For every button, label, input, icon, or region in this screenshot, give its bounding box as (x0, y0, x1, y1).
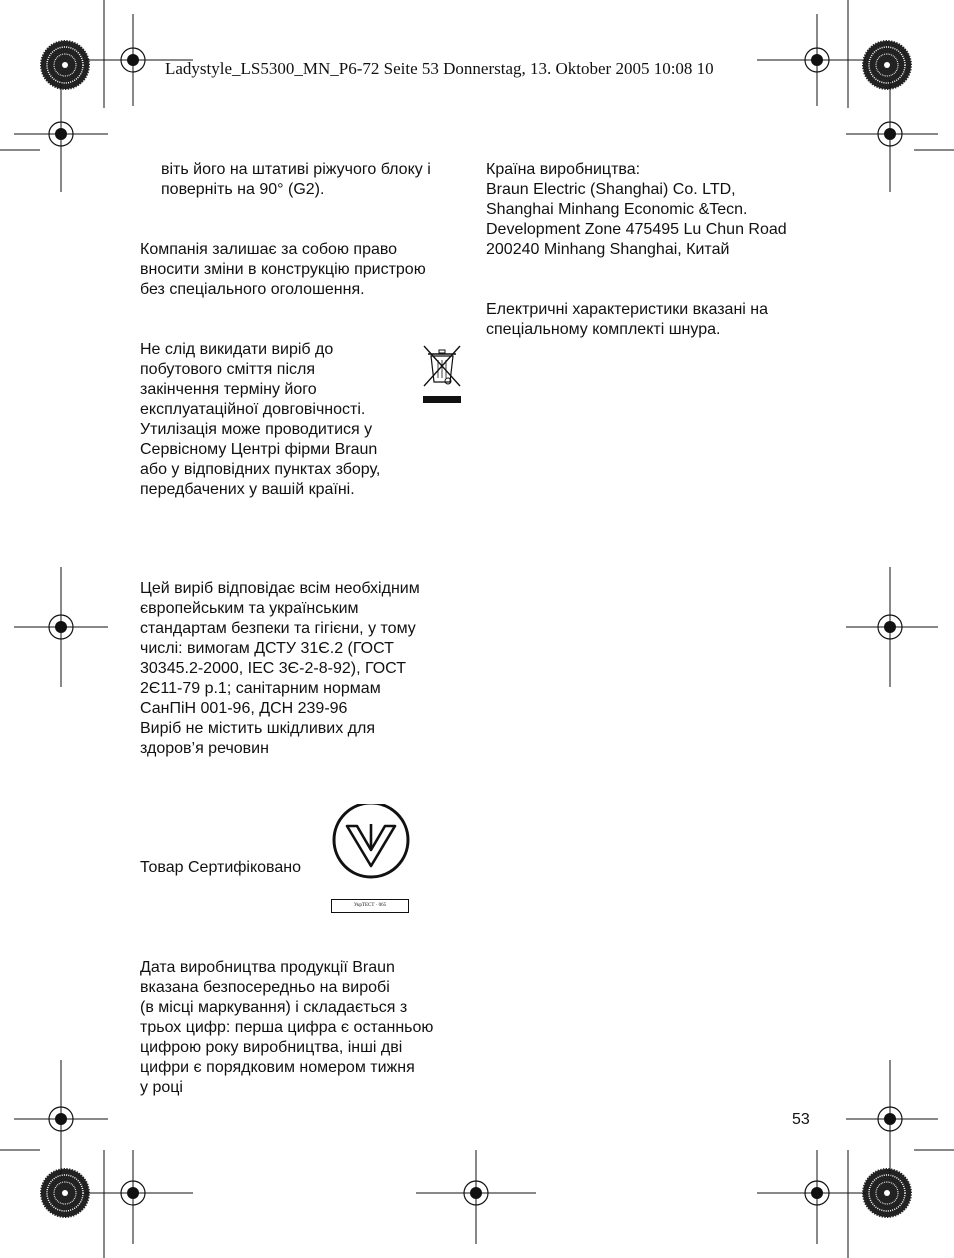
color-wheel-icon (862, 1168, 912, 1218)
instruction-continuation: віть його на штативі ріжучого блоку і поверніть на 90° (G2). (161, 161, 431, 198)
page-number: 53 (792, 1111, 810, 1128)
country-of-origin: Країна виробництва: Braun Electric (Shanghai) Co. LTD, Shanghai Minhang Economic &Tecn. Development Zone 475495 Lu Chun Road 200240 Minhang Shanghai, Китай (486, 161, 787, 258)
print-header: Ladystyle_LS5300_MN_P6-72 Seite 53 Donnerstag, 13. Oktober 2005 10:08 10 (165, 59, 714, 78)
color-wheel-icon (40, 1168, 90, 1218)
electrical-specs-note: Електричні характеристики вказані на спеціальному комплекті шнура. (486, 301, 769, 338)
production-date-info: Дата виробництва продукції Braun вказана безпосередньо на виробі (в місці маркування) і складається з трьох цифр: перша цифра є останньою цифрою року виробництва, інші дві цифри є порядковим номером тижня у році (140, 959, 434, 1096)
crossed-out-bin-icon (420, 342, 464, 406)
standards-compliance: Цей виріб відповідає всім необхідним європейським та українським стандартам безпеки та гігієни, у тому числі: вимогам ДСТУ 31Є.2 (ГОСТ 30345.2-2000, IEC 3Є-2-8-92), ГОСТ 2Є11-79 р.1; санітарним нормам СанПіН 001-96, ДСН 239-96 Виріб не містить шкідливих для здоров’я речовин (140, 580, 420, 757)
disposal-notice: Не слід викидати виріб до побутового сміття після закінчення терміну його експлуатаційної довговічності. Утилізація може проводитися у Сервісному Центрі фірми Braun або у відповідних пунктах збору, передбачених у вашій країні. (140, 341, 381, 498)
color-wheel-icon (40, 40, 90, 90)
cert-code-box: УкрТЕСТ · 065 (331, 899, 409, 913)
company-notice: Компанія залишає за собою право вносити зміни в конструкцію пристрою без спеціального оголошення. (140, 241, 426, 298)
color-wheel-icon (862, 40, 912, 90)
certified-label: Товар Сертифіковано (140, 859, 301, 876)
